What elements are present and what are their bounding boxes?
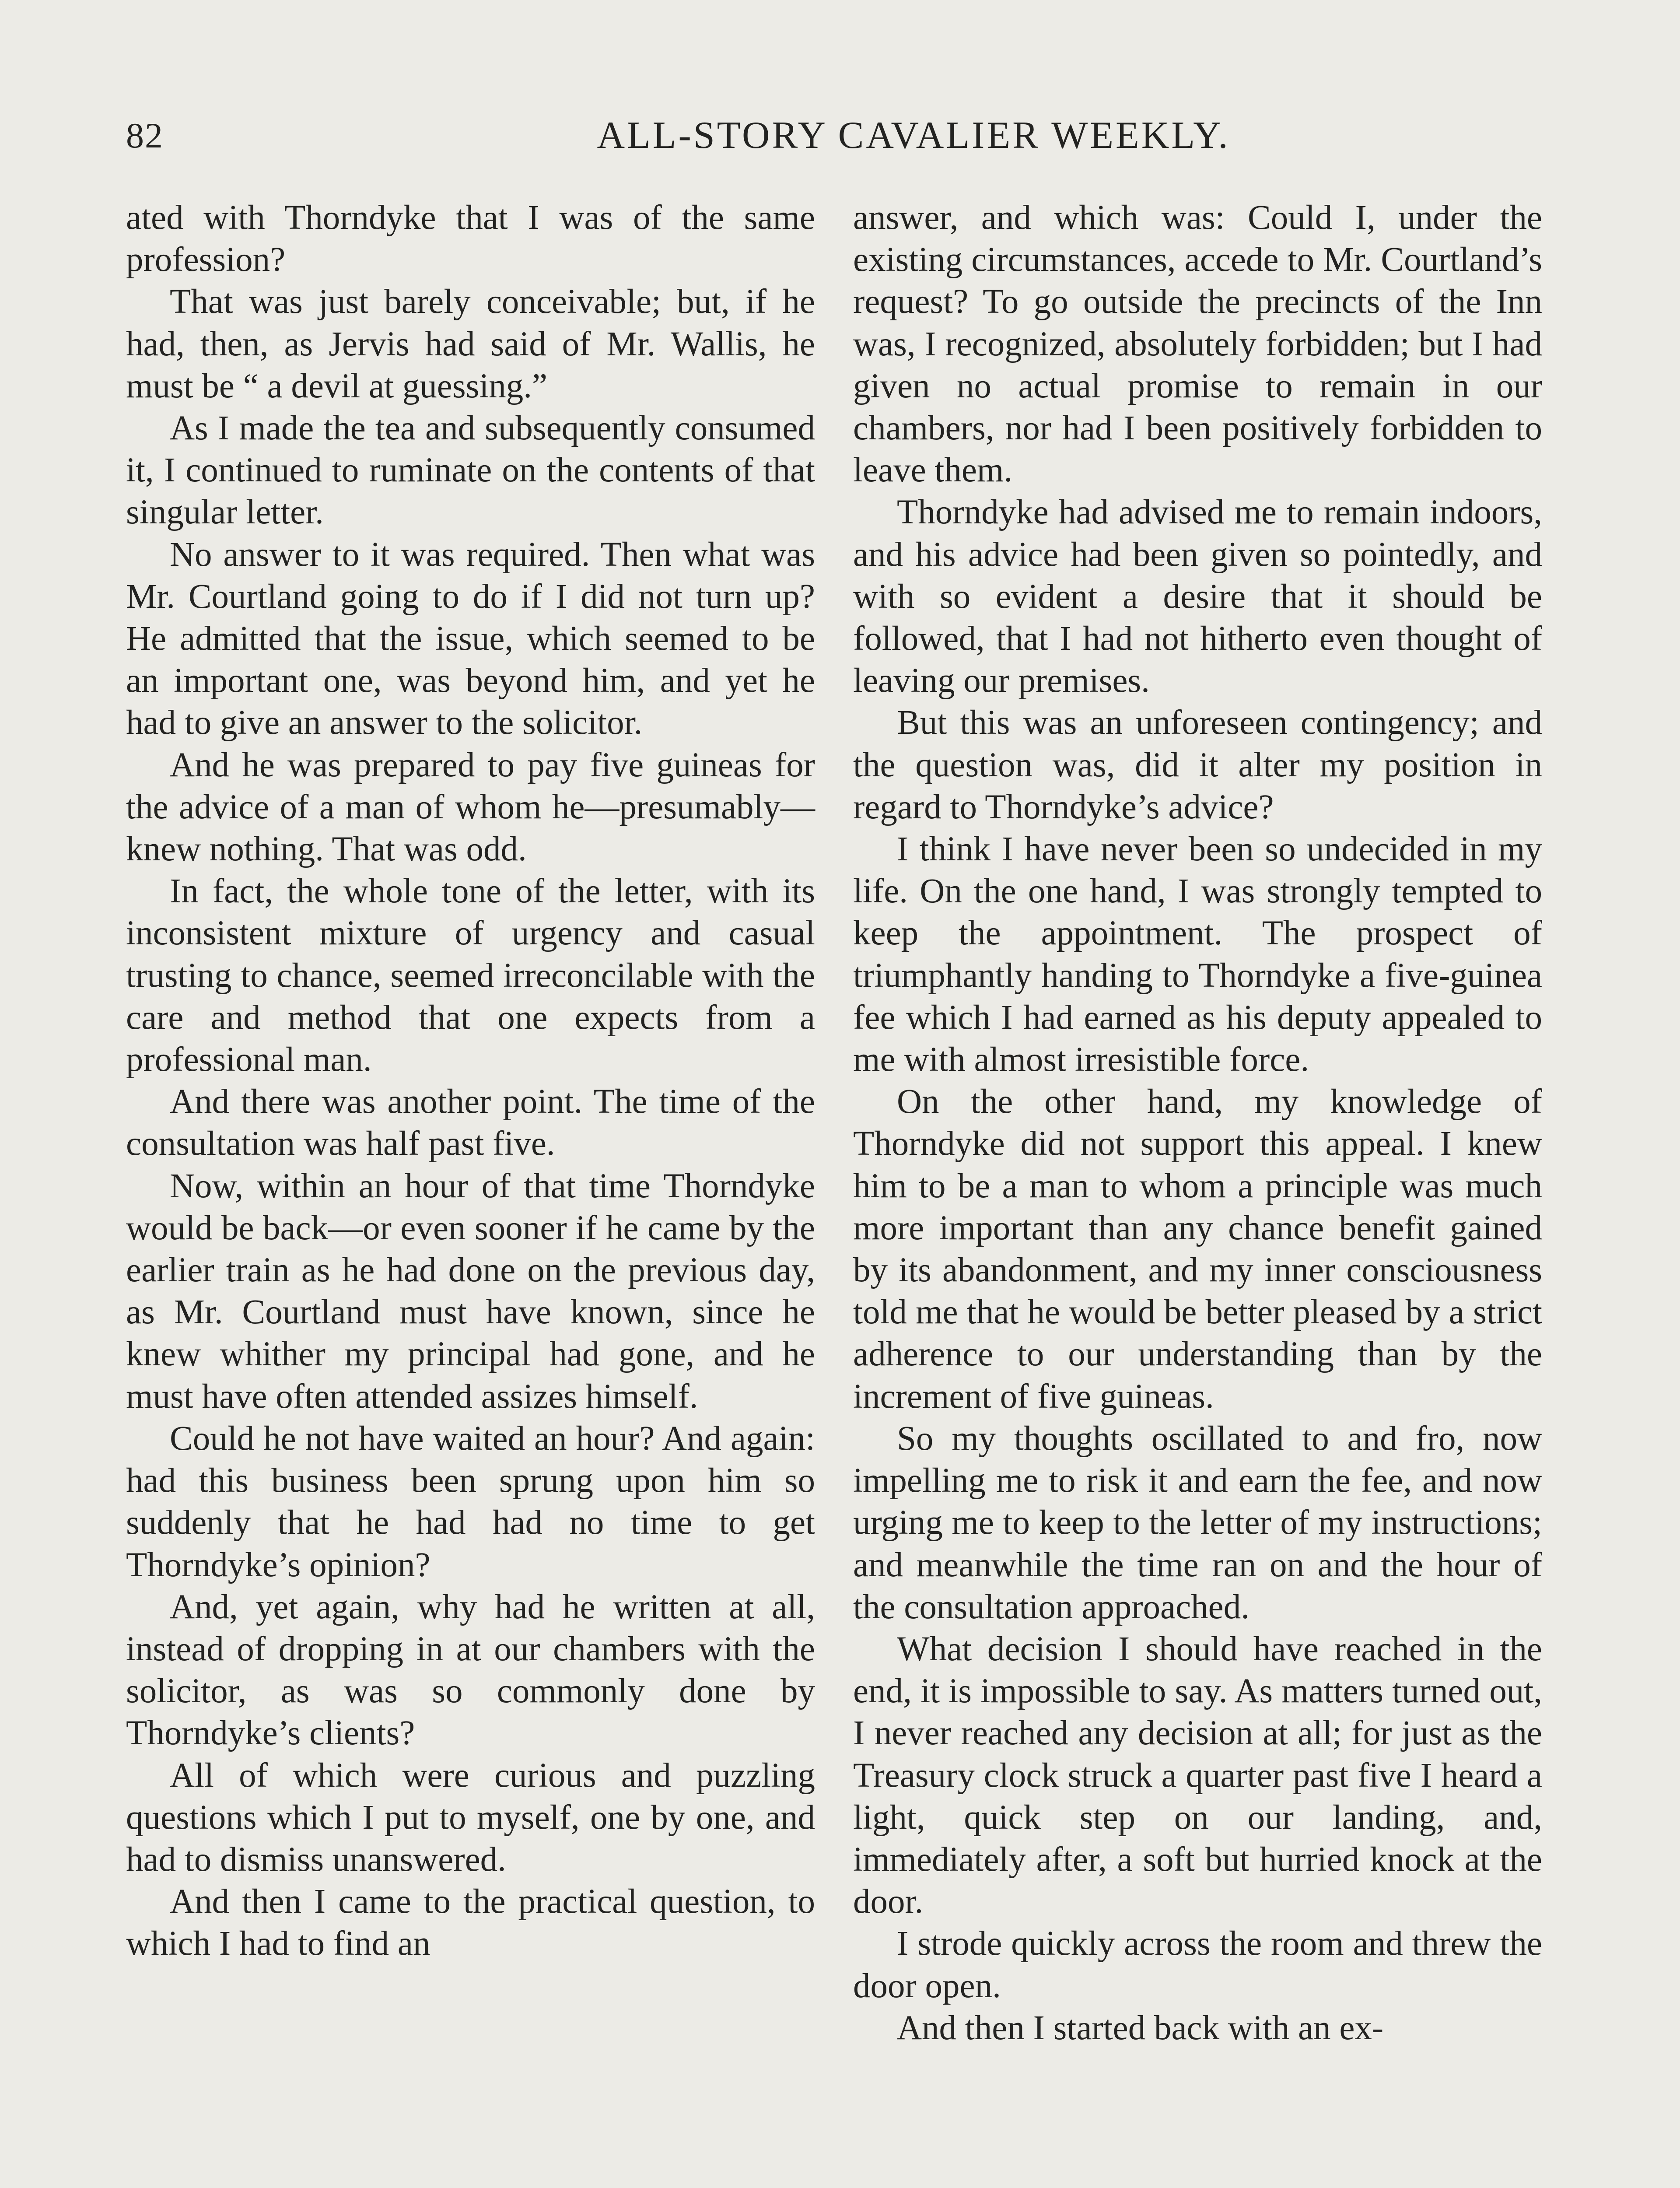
paragraph: Thorndyke had advised me to remain indoors, and his advice had been given so pointedly, and with so evident a desire that it should be followed, that I had not hitherto even thought of leaving our premises.: [853, 493, 1542, 700]
paragraph: I strode quickly across the room and threw the door open.: [853, 1925, 1542, 2005]
paragraph: And he was prepared to pay five guineas for the advice of a man of whom he—presumably—knew nothing. That was odd.: [126, 746, 815, 869]
paragraph: So my thoughts oscillated to and fro, now impelling me to risk it and earn the fee, and now urging me to keep to the letter of my instructions; and meanwhile the time ran on and the hour of the consultation approached.: [853, 1419, 1542, 1626]
paragraph: Could he not have waited an hour? And again: had this business been sprung upon him so suddenly that he had had no time to get Thorndyke’s opinion?: [126, 1419, 815, 1584]
paragraph: And, yet again, why had he written at all, instead of dropping in at our chambers with the solicitor, as was so commonly done by Thorndyke’s clients?: [126, 1588, 815, 1753]
paragraph: Now, within an hour of that time Thorndyke would be back—or even sooner if he came by the earlier train as he had done on the previous day, as Mr. Courtland must have known, since he knew whither my principal had gone, and he must have often attended assizes himself.: [126, 1167, 815, 1416]
paragraph: And then I started back with an ex-: [897, 2009, 1384, 2047]
paragraph: But this was an unforeseen contingency; and the question was, did it alter my position in regard to Thorndyke’s advice?: [853, 704, 1542, 826]
page-number: 82: [126, 116, 164, 155]
paragraph: In fact, the whole tone of the letter, with its inconsistent mixture of urgency and casual trusting to chance, seemed irreconcilable with the care and method that one expects from a professional man.: [126, 872, 815, 1079]
paragraph: And there was another point. The time of the consultation was half past five.: [126, 1083, 815, 1163]
running-title: ALL-STORY CAVALIER WEEKLY.: [597, 114, 1230, 157]
paragraph: All of which were curious and puzzling questions which I put to myself, one by one, and had to dismiss unanswered.: [126, 1756, 815, 1879]
right-column: [853, 197, 1542, 2049]
page-header: [126, 112, 1552, 164]
left-column: [126, 197, 815, 1965]
paragraph: I think I have never been so undecided in my life. On the one hand, I was strongly tempted to keep the appointment. The prospect of triumphantly handing to Thorndyke a five-guinea fee which I had earned as his deputy appealed to me with almost irresistible force.: [853, 830, 1542, 1079]
paragraph: On the other hand, my knowledge of Thorndyke did not support this appeal. I knew him to be a man to whom a principle was much more important than any chance benefit gained by its abandonment, and my inner consciousness told me that he would be better pleased by a strict adherence to our understanding than by the increment of five guineas.: [853, 1083, 1542, 1416]
paragraph: That was just barely conceivable; but, if he had, then, as Jervis had said of Mr. Wallis, he must be “ a devil at guessing.”: [126, 283, 815, 405]
paragraph: No answer to it was required. Then what was Mr. Courtland going to do if I did not turn up? He admitted that the issue, which seemed to be an important one, was beyond him, and yet he had to give an answer to the solicitor.: [126, 535, 815, 742]
paragraph: ated with Thorndyke that I was of the same profession?: [126, 199, 815, 279]
paragraph: As I made the tea and subsequently consumed it, I continued to ruminate on the contents of that singular letter.: [126, 409, 815, 532]
paragraph: And then I came to the practical question, to which I had to find an: [126, 1883, 815, 1963]
paragraph: What decision I should have reached in the end, it is impossible to say. As matters turned out, I never reached any decision at all; for just as the Treasury clock struck a quarter past five I heard a light, quick step on our landing, and, immediately after, a soft but hurried knock at the door.: [853, 1630, 1542, 1921]
paragraph: answer, and which was: Could I, under the existing circumstances, accede to Mr. Courtland’s request? To go outside the precincts of the Inn was, I recognized, absolutely forbidden; but I had given no actual promise to remain in our chambers, nor had I been positively forbidden to leave them.: [853, 199, 1542, 490]
